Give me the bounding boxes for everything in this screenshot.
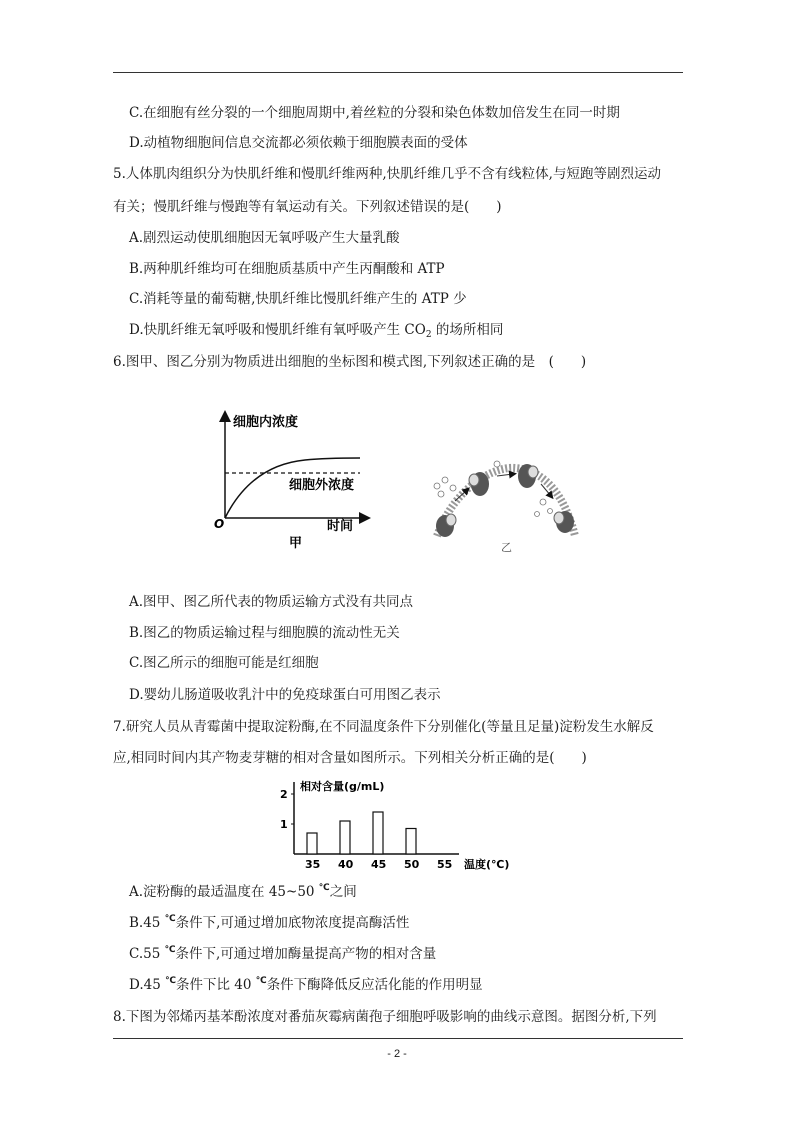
figure-jia	[205, 408, 375, 550]
chart-ylabel: 相对含量(g/mL)	[300, 780, 385, 793]
question-7-line2: 应,相同时间内其产物麦芽糖的相对含量如图所示。下列相关分析正确的是( )	[113, 750, 587, 766]
option-7c	[129, 945, 436, 965]
jia-origin: O	[214, 517, 225, 531]
degree-symbol: ℃	[164, 914, 176, 924]
chart-x-tick-label: 40	[338, 858, 354, 871]
option-7b-text: B.45	[129, 915, 165, 931]
option-7b-tail: 条件下,可通过增加底物浓度提高酶活性	[175, 915, 410, 931]
option-6c: C.图乙所示的细胞可能是红细胞	[129, 655, 319, 671]
option-4c: C.在细胞有丝分裂的一个细胞周期中,着丝粒的分裂和染色体数加倍发生在同一时期	[129, 105, 620, 121]
option-7c-tail: 条件下,可通过增加酶量提高产物的相对含量	[175, 946, 437, 962]
option-5d-text: D.快肌纤维无氧呼吸和慢肌纤维有氧呼吸产生 CO	[129, 322, 426, 338]
option-7d	[129, 976, 483, 996]
degree-symbol: ℃	[164, 945, 176, 955]
chart-bar	[340, 821, 350, 854]
jia-xlabel: 时间	[327, 519, 354, 534]
chart-x-tick-label: 45	[371, 858, 387, 871]
option-5c: C.消耗等量的葡萄糖,快肌纤维比慢肌纤维产生的 ATP 少	[129, 291, 467, 307]
header-rule	[113, 72, 683, 73]
yi-caption: 乙	[501, 541, 512, 554]
question-5-line2: 有关；慢肌纤维与慢跑等有氧运动有关。下列叙述错误的是( )	[113, 199, 502, 215]
option-7d-text: D.45	[129, 977, 166, 993]
protein-carrier-3	[518, 464, 538, 488]
footer-rule	[113, 1038, 683, 1039]
option-5d	[129, 321, 503, 344]
option-5b: B.两种肌纤维均可在细胞质基质中产生丙酮酸和 ATP	[129, 261, 445, 277]
option-7d-tail: 条件下酶降低反应活化能的作用明显	[266, 977, 483, 993]
degree-symbol: ℃	[255, 976, 267, 986]
chart-bar	[373, 812, 383, 854]
option-7a-tail: 之间	[329, 884, 357, 900]
protein-carrier-2	[469, 472, 489, 496]
jia-ylabel: 细胞内浓度	[233, 415, 299, 430]
chart-bar	[307, 833, 317, 854]
option-6b: B.图乙的物质运输过程与细胞膜的流动性无关	[129, 625, 400, 641]
option-7c-text: C.55	[129, 946, 165, 962]
question-7-line1: 7.研究人员从青霉菌中提取淀粉酶,在不同温度条件下分别催化(等量且足量)淀粉发生水解反	[113, 719, 654, 735]
enzyme-temperature-bar-chart	[272, 776, 522, 876]
page-number: - 2 -	[387, 1048, 407, 1060]
option-7a	[129, 883, 357, 903]
chart-bar	[406, 829, 416, 855]
option-7b	[129, 914, 409, 934]
chart-y-tick-label: 2	[280, 788, 288, 801]
co2-subscript: 2	[425, 330, 432, 340]
option-6a: A.图甲、图乙所代表的物质运输方式没有共同点	[129, 594, 414, 610]
question-8: 8.下图为邻烯丙基苯酚浓度对番茄灰霉病菌孢子细胞呼吸影响的曲线示意图。据图分析,下列	[113, 1009, 657, 1025]
membrane-arc	[437, 468, 575, 536]
protein-carrier-4	[554, 511, 574, 533]
chart-x-tick-label: 50	[404, 858, 420, 871]
question-5-line1: 5.人体肌肉组织分为快肌纤维和慢肌纤维两种,快肌纤维几乎不含有线粒体,与短跑等剧烈运动	[113, 166, 661, 182]
option-5a: A.剧烈运动使肌细胞因无氧呼吸产生大量乳酸	[129, 230, 400, 246]
chart-y-tick-label: 1	[280, 818, 288, 831]
chart-x-tick-label: 55	[437, 858, 453, 871]
chart-x-tick-label: 35	[305, 858, 321, 871]
degree-symbol: ℃	[165, 976, 177, 986]
option-5d-tail: 的场所相同	[431, 322, 504, 338]
question-6: 6.图甲、图乙分别为物质进出细胞的坐标图和模式图,下列叙述正确的是 ( )	[113, 354, 587, 370]
chart-xlabel: 温度(℃)	[464, 858, 510, 871]
jia-dashed-label: 细胞外浓度	[289, 478, 355, 493]
degree-symbol: ℃	[318, 883, 330, 893]
option-7a-text: A.淀粉酶的最适温度在 45~50	[129, 884, 319, 900]
figure-yi	[425, 456, 585, 556]
jia-caption: 甲	[289, 536, 303, 550]
transport-arrow-2	[497, 474, 513, 476]
option-4d: D.动植物细胞间信息交流都必须依赖于细胞膜表面的受体	[129, 135, 468, 151]
protein-carrier-1	[436, 514, 456, 537]
option-6d: D.婴幼儿肠道吸收乳汁中的免疫球蛋白可用图乙表示	[129, 687, 441, 703]
option-7d-mid: 条件下比 40	[176, 977, 256, 993]
